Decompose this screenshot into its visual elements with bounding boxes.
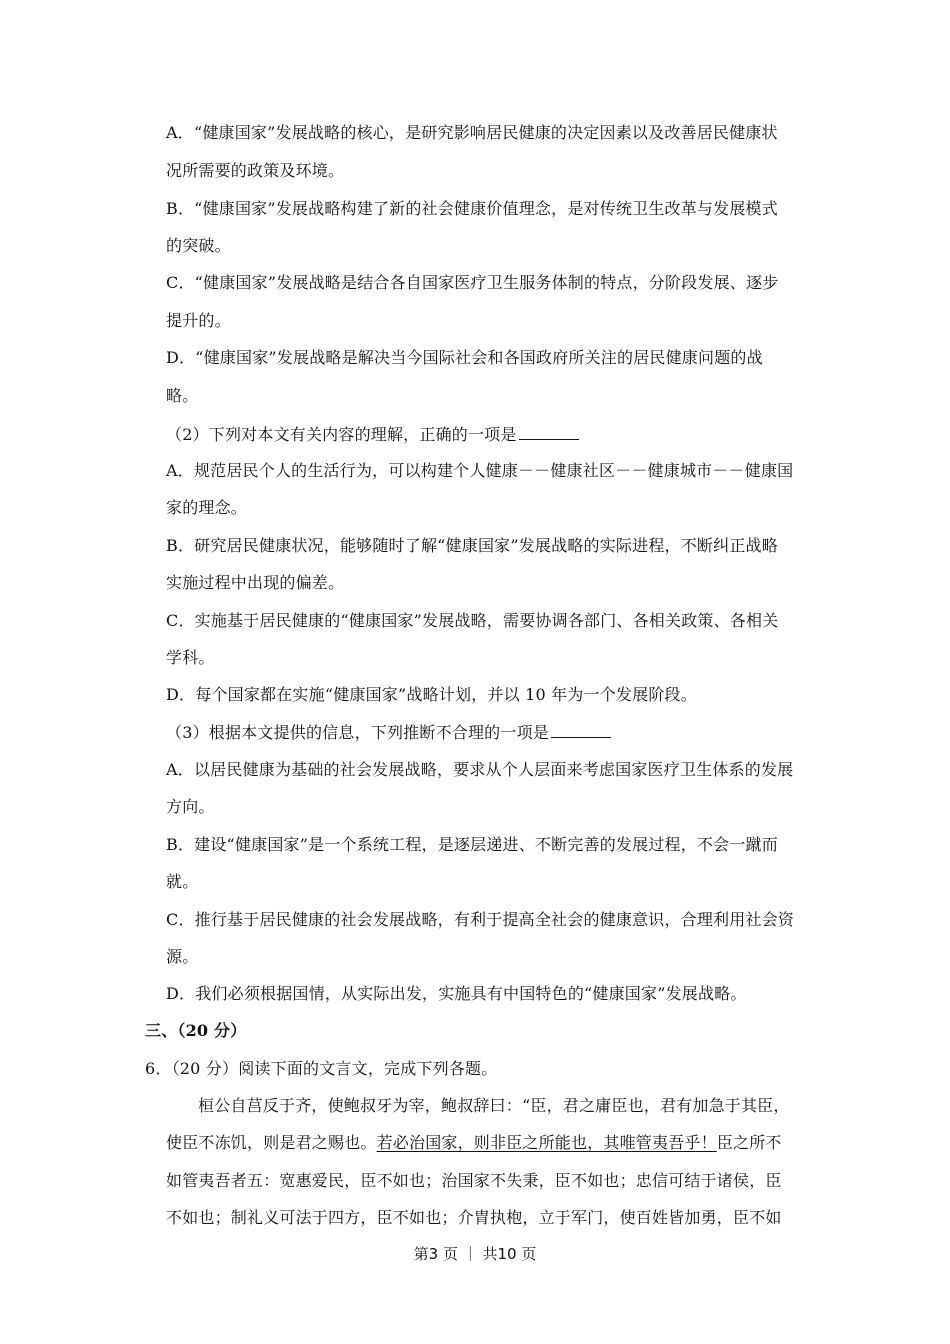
option-line: 方向。 — [166, 797, 215, 816]
option-line: C．“健康国家”发展战略是结合各自国家医疗卫生服务体制的特点，分阶段发展、逐步 — [166, 273, 779, 292]
passage-text: 使臣不冻饥，则是君之赐也。 — [166, 1133, 377, 1152]
question-3-stem-text: （3）根据本文提供的信息，下列推断不合理的一项是 — [166, 723, 549, 742]
passage-text: 臣之所不 — [716, 1133, 782, 1152]
option-line: C．实施基于居民健康的“健康国家”发展战略，需要协调各部门、各相关政策、各相关 — [166, 611, 779, 630]
option-line: 略。 — [166, 386, 199, 405]
option-line: D．每个国家都在实施“健康国家”战略计划，并以 10 年为一个发展阶段。 — [166, 685, 697, 704]
passage-line: 如管夷吾者五：宽惠爱民，臣不如也；治国家不失秉，臣不如也；忠信可结于诸侯，臣 — [166, 1171, 782, 1190]
option-line: B．“健康国家”发展战略构建了新的社会健康价值理念，是对传统卫生改革与发展模式 — [166, 199, 778, 218]
passage-line: 桓公自莒反于齐，使鲍叔牙为宰，鲍叔辞曰：“臣，君之庸臣也，君有加急于其臣， — [198, 1096, 790, 1115]
passage-line: 不如也；制礼义可法于四方，臣不如也；介胄执枹，立于军门，使百姓皆加勇，臣不如 — [166, 1208, 782, 1227]
option-line: 学科。 — [166, 648, 215, 667]
option-line: C．推行基于居民健康的社会发展战略，有利于提高全社会的健康意识，合理利用社会资 — [166, 910, 795, 929]
page-footer: 第3 页 ｜ 共10 页 — [413, 1245, 537, 1263]
answer-blank — [519, 423, 579, 440]
option-line: A．“健康国家”发展战略的核心，是研究影响居民健康的决定因素以及改善居民健康状 — [166, 123, 778, 142]
option-line: B．建设“健康国家”是一个系统工程，是逐层递进、不断完善的发展过程，不会一蹴而 — [166, 835, 778, 854]
option-line: D．“健康国家”发展战略是解决当今国际社会和各国政府所关注的居民健康问题的战 — [166, 348, 763, 367]
question-6-stem: 6．（20 分）阅读下面的文言文，完成下列各题。 — [145, 1059, 498, 1078]
answer-blank — [551, 721, 611, 738]
question-2-stem-text: （2）下列对本文有关内容的理解，正确的一项是 — [166, 425, 517, 444]
passage-line — [166, 1132, 811, 1154]
option-line: 提升的。 — [166, 311, 231, 330]
option-line: 的突破。 — [166, 236, 231, 255]
option-line: A．以居民健康为基础的社会发展战略，要求从个人层面来考虑国家医疗卫生体系的发展 — [166, 760, 794, 779]
option-line: A．规范居民个人的生活行为，可以构建个人健康－－健康社区－－健康城市－－健康国 — [166, 461, 794, 480]
option-line: 况所需要的政策及环境。 — [166, 161, 345, 180]
option-line: 源。 — [166, 947, 199, 966]
question-3-stem — [166, 721, 811, 744]
option-line: 就。 — [166, 872, 199, 891]
option-line: 实施过程中出现的偏差。 — [166, 573, 345, 592]
underlined-sentence: 若必治国家，则非臣之所能也，其唯管夷吾乎！ — [376, 1133, 717, 1152]
option-line: B．研究居民健康状况，能够随时了解“健康国家”发展战略的实际进程，不断纠正战略 — [166, 536, 778, 555]
question-2-stem — [166, 423, 811, 446]
option-line: 家的理念。 — [166, 498, 248, 517]
section-title: 三、（20 分） — [145, 1021, 247, 1040]
option-line: D．我们必须根据国情，从实际出发，实施具有中国特色的“健康国家”发展战略。 — [166, 984, 747, 1003]
